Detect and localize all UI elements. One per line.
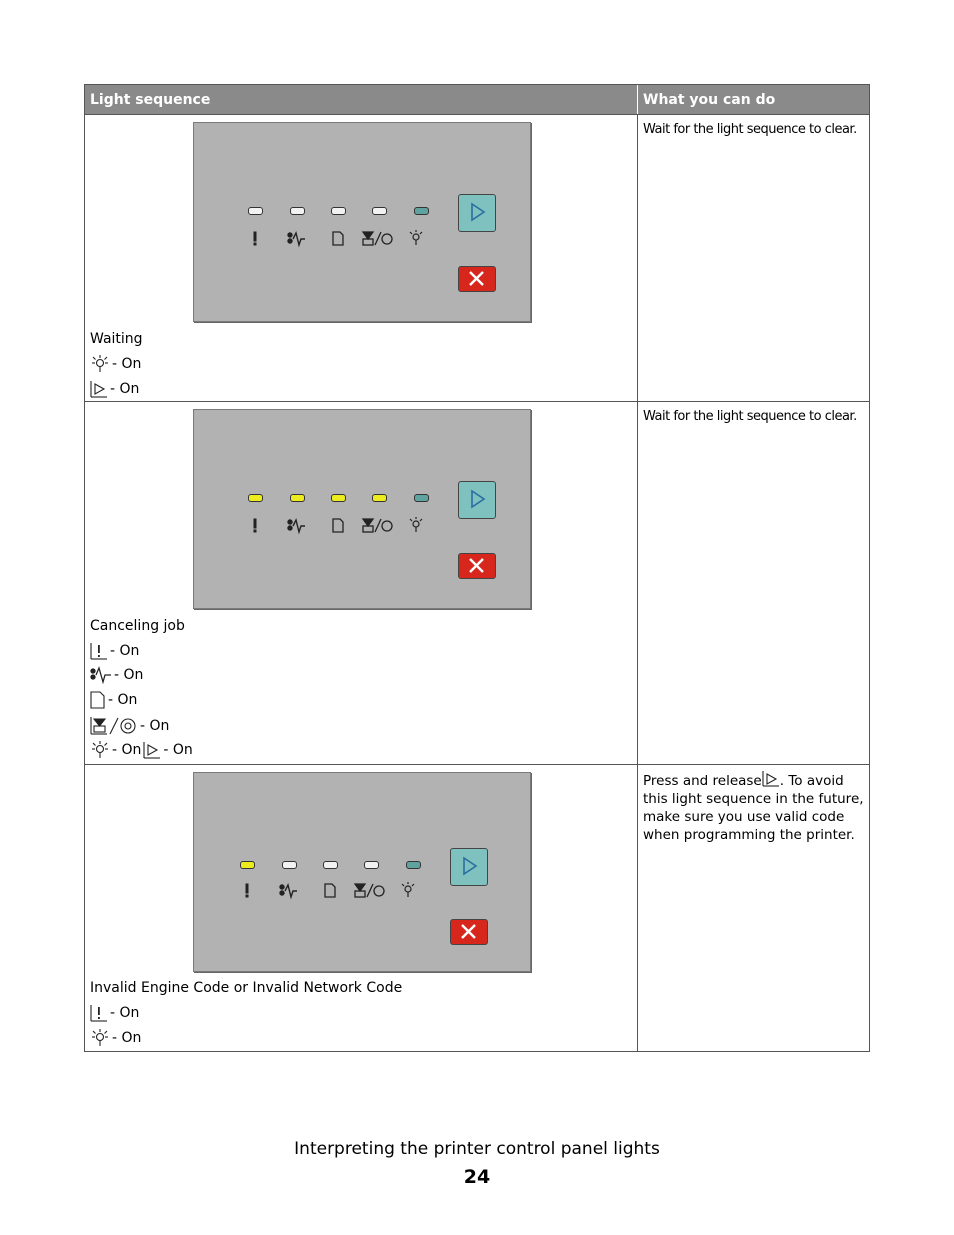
ready-light: [414, 494, 429, 502]
action-cell: [638, 765, 869, 1051]
load-paper-icon: [333, 519, 343, 532]
header-light-sequence: Light sequence: [85, 85, 638, 114]
table-row: [85, 114, 869, 401]
continue-button: [458, 194, 496, 232]
toner-icon: [363, 519, 392, 532]
paper-jam-icon: [280, 885, 297, 897]
toner-icon: [355, 884, 384, 897]
light-state-line: [90, 666, 143, 684]
ready-light: [406, 861, 421, 869]
control-panel-image: [193, 409, 531, 609]
ready-icon: [90, 1029, 110, 1047]
load-paper-icon: [333, 232, 343, 245]
error-icon: [90, 642, 108, 660]
error-icon: [246, 884, 248, 897]
light-state-line: [90, 716, 169, 736]
action-text: Wait for the light sequence to clear.: [643, 409, 857, 424]
light-state-line: [90, 1004, 139, 1022]
panel-symbols: [244, 229, 434, 249]
toner-light: [372, 207, 387, 215]
light-state-line: [90, 380, 139, 398]
error-icon: [254, 519, 256, 532]
panel-symbols: [236, 881, 426, 901]
light-state-line: [90, 355, 141, 373]
action-text: Wait for the light sequence to clear.: [643, 122, 857, 137]
light-sequence-table: [84, 84, 870, 1052]
light-state-line: [90, 741, 193, 759]
light-state-line: [90, 642, 139, 660]
light-state-line: [90, 1029, 141, 1047]
light-state-text: - On: [110, 381, 140, 397]
error-icon: [254, 232, 256, 245]
light-state-line: [90, 691, 137, 709]
toner-light: [364, 861, 379, 869]
toner-light: [372, 494, 387, 502]
load-paper-light: [331, 207, 346, 215]
ready-icon: [90, 355, 110, 373]
play-icon: [459, 195, 494, 230]
light-sequence-cell: [85, 402, 638, 764]
action-cell: [638, 402, 869, 764]
continue-icon: [143, 741, 161, 759]
load-paper-icon: [90, 691, 106, 709]
ready-icon: [410, 230, 422, 245]
continue-button: [458, 481, 496, 519]
continue-icon: [90, 380, 108, 398]
error-light: [248, 207, 263, 215]
stop-button: [458, 553, 496, 579]
x-icon: [459, 267, 494, 290]
load-paper-light: [331, 494, 346, 502]
control-panel-image: [193, 122, 531, 322]
play-icon: [451, 849, 486, 884]
ready-icon: [90, 741, 110, 759]
error-light: [240, 861, 255, 869]
control-panel-image: [193, 772, 531, 972]
stop-button: [458, 266, 496, 292]
light-state-text: - On: [114, 667, 144, 683]
panel-symbols: [244, 516, 434, 536]
paper-jam-light: [282, 861, 297, 869]
action-text-part1: Press and release: [643, 773, 762, 789]
light-state-text: - On: [140, 718, 170, 734]
header-what-you-can-do: What you can do: [643, 91, 776, 108]
play-icon: [459, 482, 494, 517]
table-row: [85, 764, 869, 1051]
toner-icon: [90, 716, 138, 736]
light-state-text: - On: [110, 1005, 140, 1021]
load-paper-icon: [325, 884, 335, 897]
error-light: [248, 494, 263, 502]
light-state-text: - On: [110, 643, 140, 659]
continue-icon: [762, 771, 780, 787]
load-paper-light: [323, 861, 338, 869]
action-cell: [638, 115, 869, 401]
action-text-part2: . To avoid this light sequence in the future, make sure you use valid code when programming the printer.: [643, 773, 864, 843]
table-header: [85, 85, 869, 114]
light-sequence-cell: [85, 765, 638, 1051]
footer-title: Interpreting the printer control panel lights: [294, 1139, 660, 1159]
ready-icon: [410, 517, 422, 532]
paper-jam-icon: [90, 666, 112, 684]
stop-button: [450, 919, 488, 945]
sequence-caption: Invalid Engine Code or Invalid Network Code: [90, 980, 403, 996]
sequence-caption: Waiting: [90, 331, 143, 347]
ready-light: [414, 207, 429, 215]
light-sequence-cell: [85, 115, 638, 401]
x-icon: [459, 554, 494, 577]
paper-jam-light: [290, 207, 305, 215]
light-state-text: - On: [108, 692, 138, 708]
toner-icon: [363, 232, 392, 245]
ready-icon: [402, 882, 414, 897]
light-state-text: - On: [112, 356, 142, 372]
continue-button: [450, 848, 488, 886]
error-icon: [90, 1004, 108, 1022]
light-state-text: - On: [163, 742, 193, 758]
light-state-text: - On: [112, 1030, 142, 1046]
paper-jam-icon: [288, 520, 305, 532]
sequence-caption: Canceling job: [90, 618, 185, 634]
x-icon: [451, 920, 486, 943]
paper-jam-icon: [288, 233, 305, 245]
page-number: 24: [463, 1166, 491, 1188]
table-row: [85, 401, 869, 764]
paper-jam-light: [290, 494, 305, 502]
light-state-text: - On: [112, 742, 142, 758]
